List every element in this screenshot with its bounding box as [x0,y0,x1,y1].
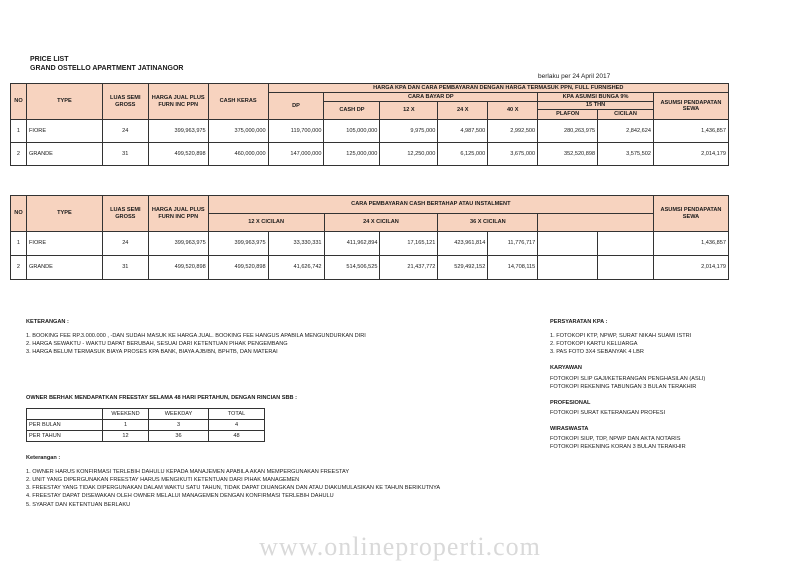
persyaratan-item: 1. FOTOKOPI KTP, NPWP, SURAT NIKAH SUAMI ISTRI [550,333,692,340]
header-type: TYPE [26,196,102,232]
cell-cashdp: 105,000,000 [324,120,380,143]
persyaratan-item: 3. PAS FOTO 3X4 SEBANYAK 4 LBR [550,349,644,356]
cell-24x-total: 411,962,894 [324,232,380,256]
header-harga: HARGA JUAL PLUS FURN INC PPN [148,84,208,120]
cell-no: 2 [11,256,27,280]
header-plafon: PLAFON [538,110,598,120]
cell-12x: 9,975,000 [380,120,438,143]
cell-12x-total: 499,520,898 [208,256,268,280]
table-row [11,232,729,256]
header-type: TYPE [26,84,102,120]
cell-12x-total: 399,963,975 [208,232,268,256]
cell-type: FIORE [26,120,102,143]
cell-harga: 399,963,975 [148,232,208,256]
header-dp: DP [268,93,324,120]
persyaratan-title: PERSYARATAN KPA : [550,319,608,325]
profesional-title: PROFESIONAL [550,399,591,406]
freestay-note-item: 2. UNIT YANG DIPERGUNAKAN FREESTAY HARUS MENGIKUTI KETENTUAN DARI PIHAK MANAGEMEN [26,477,300,484]
cell-12x-cicilan: 33,330,331 [268,232,324,256]
header-luas: LUAS SEMI GROSS [102,196,148,232]
wiraswasta-item: FOTOKOPI SIUP, TDP, NPWP DAN AKTA NOTARIS [550,436,681,443]
cell-40x: 3,675,000 [488,143,538,166]
instalment-price-table [10,195,729,280]
table-row [27,431,265,442]
cell-12x-cicilan: 41,626,742 [268,256,324,280]
cell-36x-cicilan: 14,708,115 [488,256,538,280]
cell-harga: 499,520,898 [148,143,208,166]
table-row [11,143,729,166]
cell-harga: 399,963,975 [148,120,208,143]
cell-36x-total: 529,492,152 [438,256,488,280]
keterangan-item: 3. HARGA BELUM TERMASUK BIAYA PROSES KPA BANK, BIAYA AJB/BN, BPHTB, DAN MATERAI [26,349,278,356]
freestay-cell: 1 [103,420,149,431]
freestay-cell: 12 [103,431,149,442]
cell-cash: 375,000,000 [208,120,268,143]
cell-sewa: 2,014,179 [653,143,728,166]
header-cash-dp: CASH DP [324,102,380,120]
profesional-item: FOTOKOPI SURAT KETERANGAN PROFESI [550,409,666,416]
header-kpa: HARGA KPA DAN CARA PEMBAYARAN DENGAN HARGA TERMASUK PPN, FULL FURNISHED [268,84,728,93]
freestay-header [27,409,103,420]
header-40x: 40 X [488,102,538,120]
header-24x: 24 X [438,102,488,120]
cell-24x-cicilan: 17,165,121 [380,232,438,256]
header-cicilan: CICILAN [598,110,654,120]
freestay-header: WEEKDAY [149,409,209,420]
header-no: NO [11,196,27,232]
header-cash: CASH KERAS [208,84,268,120]
freestay-table [26,408,265,442]
cell-luas: 24 [102,120,148,143]
header-empty [538,214,654,232]
table-row [11,256,729,280]
freestay-note-item: 3. FREESTAY YANG TIDAK DIPERGUNAKAN DALAM WAKTU SATU TAHUN, TIDAK DAPAT DIUANGKAN DAN ATAU DIAKUMULASIKAN KE TAHUN BERIKUTNYA [26,485,441,492]
freestay-note-item: 5. SYARAT DAN KETENTUAN BERLAKU [26,501,131,508]
cell-harga: 499,520,898 [148,256,208,280]
table-row [11,120,729,143]
kpa-price-table [10,83,729,166]
watermark: www.onlineproperti.com [259,532,541,561]
valid-date: berlaku per 24 April 2017 [538,73,611,80]
freestay-cell: 36 [149,431,209,442]
header-cara-pembayaran: CARA PEMBAYARAN CASH BERTAHAP ATAU INSTALMENT [208,196,653,214]
cell-luas: 31 [102,256,148,280]
karyawan-item: FOTOKOPI SLIP GAJI/KETERANGAN PENGHASILAN (ASLI) [550,375,706,382]
cell-plafon: 352,520,898 [538,143,598,166]
cell-no: 2 [11,143,27,166]
cell-24x: 6,125,000 [438,143,488,166]
header-luas: LUAS SEMI GROSS [102,84,148,120]
cell-12x: 12,250,000 [380,143,438,166]
header-cara-bayar-dp: CARA BAYAR DP [324,93,538,102]
cell-luas: 31 [102,143,148,166]
keterangan-item: 2. HARGA SEWAKTU - WAKTU DAPAT BERUBAH, SESUAI DARI KETENTUAN PIHAK PENGEMBANG [26,341,288,348]
cell-36x-total: 423,961,814 [438,232,488,256]
freestay-cell: 3 [149,420,209,431]
freestay-header: TOTAL [209,409,265,420]
cell-dp: 119,700,000 [268,120,324,143]
freestay-cell: PER BULAN [27,420,103,431]
cell-sewa: 1,436,857 [653,120,728,143]
header-12x: 12 X [380,102,438,120]
cell-empty [538,256,598,280]
cell-plafon: 280,263,975 [538,120,598,143]
header-12x-cicilan: 12 X CICILAN [208,214,324,232]
keterangan-item: 1. BOOKING FEE RP.3.000.000 , -DAN SUDAH MASUK KE HARGA JUAL. BOOKING FEE HANGUS APABILA MENGUNDURKAN DIRI [26,333,366,340]
cell-no: 1 [11,232,27,256]
freestay-title: OWNER BERHAK MENDAPATKAN FREESTAY SELAMA 48 HARI PERTAHUN, DENGAN RINCIAN SBB : [26,395,297,401]
cell-24x: 4,987,500 [438,120,488,143]
cell-24x-total: 514,506,525 [324,256,380,280]
keterangan-section [26,318,526,356]
header-asumsi-sewa: ASUMSI PENDAPATAN SEWA [653,196,728,232]
persyaratan-item: 2. FOTOKOPI KARTU KELUARGA [550,341,638,348]
freestay-cell: 4 [209,420,265,431]
cell-cash: 460,000,000 [208,143,268,166]
header-no: NO [11,84,27,120]
wiraswasta-item: FOTOKOPI REKENING KORAN 3 BULAN TERAKHIR [550,444,686,451]
cell-cashdp: 125,000,000 [324,143,380,166]
cell-sewa: 2,014,179 [653,256,728,280]
cell-empty [598,256,654,280]
cell-type: FIORE [26,232,102,256]
doc-title: PRICE LIST [30,56,69,63]
keterangan-title: KETERANGAN : [26,319,69,325]
header-harga: HARGA JUAL PLUS FURN INC PPN [148,196,208,232]
cell-luas: 24 [102,232,148,256]
freestay-note-item: 1. OWNER HARUS KONFIRMASI TERLEBIH DAHULU KEPADA MANAJEMEN APABILA AKAN MEMPERGUNAKAN FREESTAY [26,469,350,476]
header-kpa-asumsi: KPA ASUMSI BUNGA 9% [538,93,654,102]
freestay-header: WEEKEND [103,409,149,420]
cell-dp: 147,000,000 [268,143,324,166]
table-row [27,420,265,431]
cell-empty [538,232,598,256]
cell-type: GRANDE [26,256,102,280]
header-15thn: 15 THN [538,102,654,110]
cell-no: 1 [11,120,27,143]
freestay-cell: 48 [209,431,265,442]
cell-24x-cicilan: 21,437,772 [380,256,438,280]
header-36x-cicilan: 36 X CICILAN [438,214,538,232]
cell-sewa: 1,436,857 [653,232,728,256]
freestay-note-item: 4. FREESTAY DAPAT DISEWAKAN OLEH OWNER MELALUI MANAGEMEN DENGAN KONFIRMASI TERLEBIH DAHULU [26,493,334,500]
cell-36x-cicilan: 11,776,717 [488,232,538,256]
wiraswasta-title: WIRASWASTA [550,425,589,432]
cell-type: GRANDE [26,143,102,166]
header-asumsi-sewa: ASUMSI PENDAPATAN SEWA [653,93,728,120]
freestay-cell: PER TAHUN [27,431,103,442]
freestay-notes-section [26,454,546,509]
cell-cicilan: 2,842,624 [598,120,654,143]
karyawan-item: FOTOKOPI REKENING TABUNGAN 3 BULAN TERAKHIR [550,383,697,390]
karyawan-title: KARYAWAN [550,365,582,372]
cell-40x: 2,992,500 [488,120,538,143]
cell-cicilan: 3,575,502 [598,143,654,166]
persyaratan-section [550,318,790,451]
header-24x-cicilan: 24 X CICILAN [324,214,438,232]
cell-empty [598,232,654,256]
doc-subtitle: GRAND OSTELLO APARTMENT JATINANGOR [30,65,184,72]
freestay-notes-title: Keterangan : [26,455,61,461]
